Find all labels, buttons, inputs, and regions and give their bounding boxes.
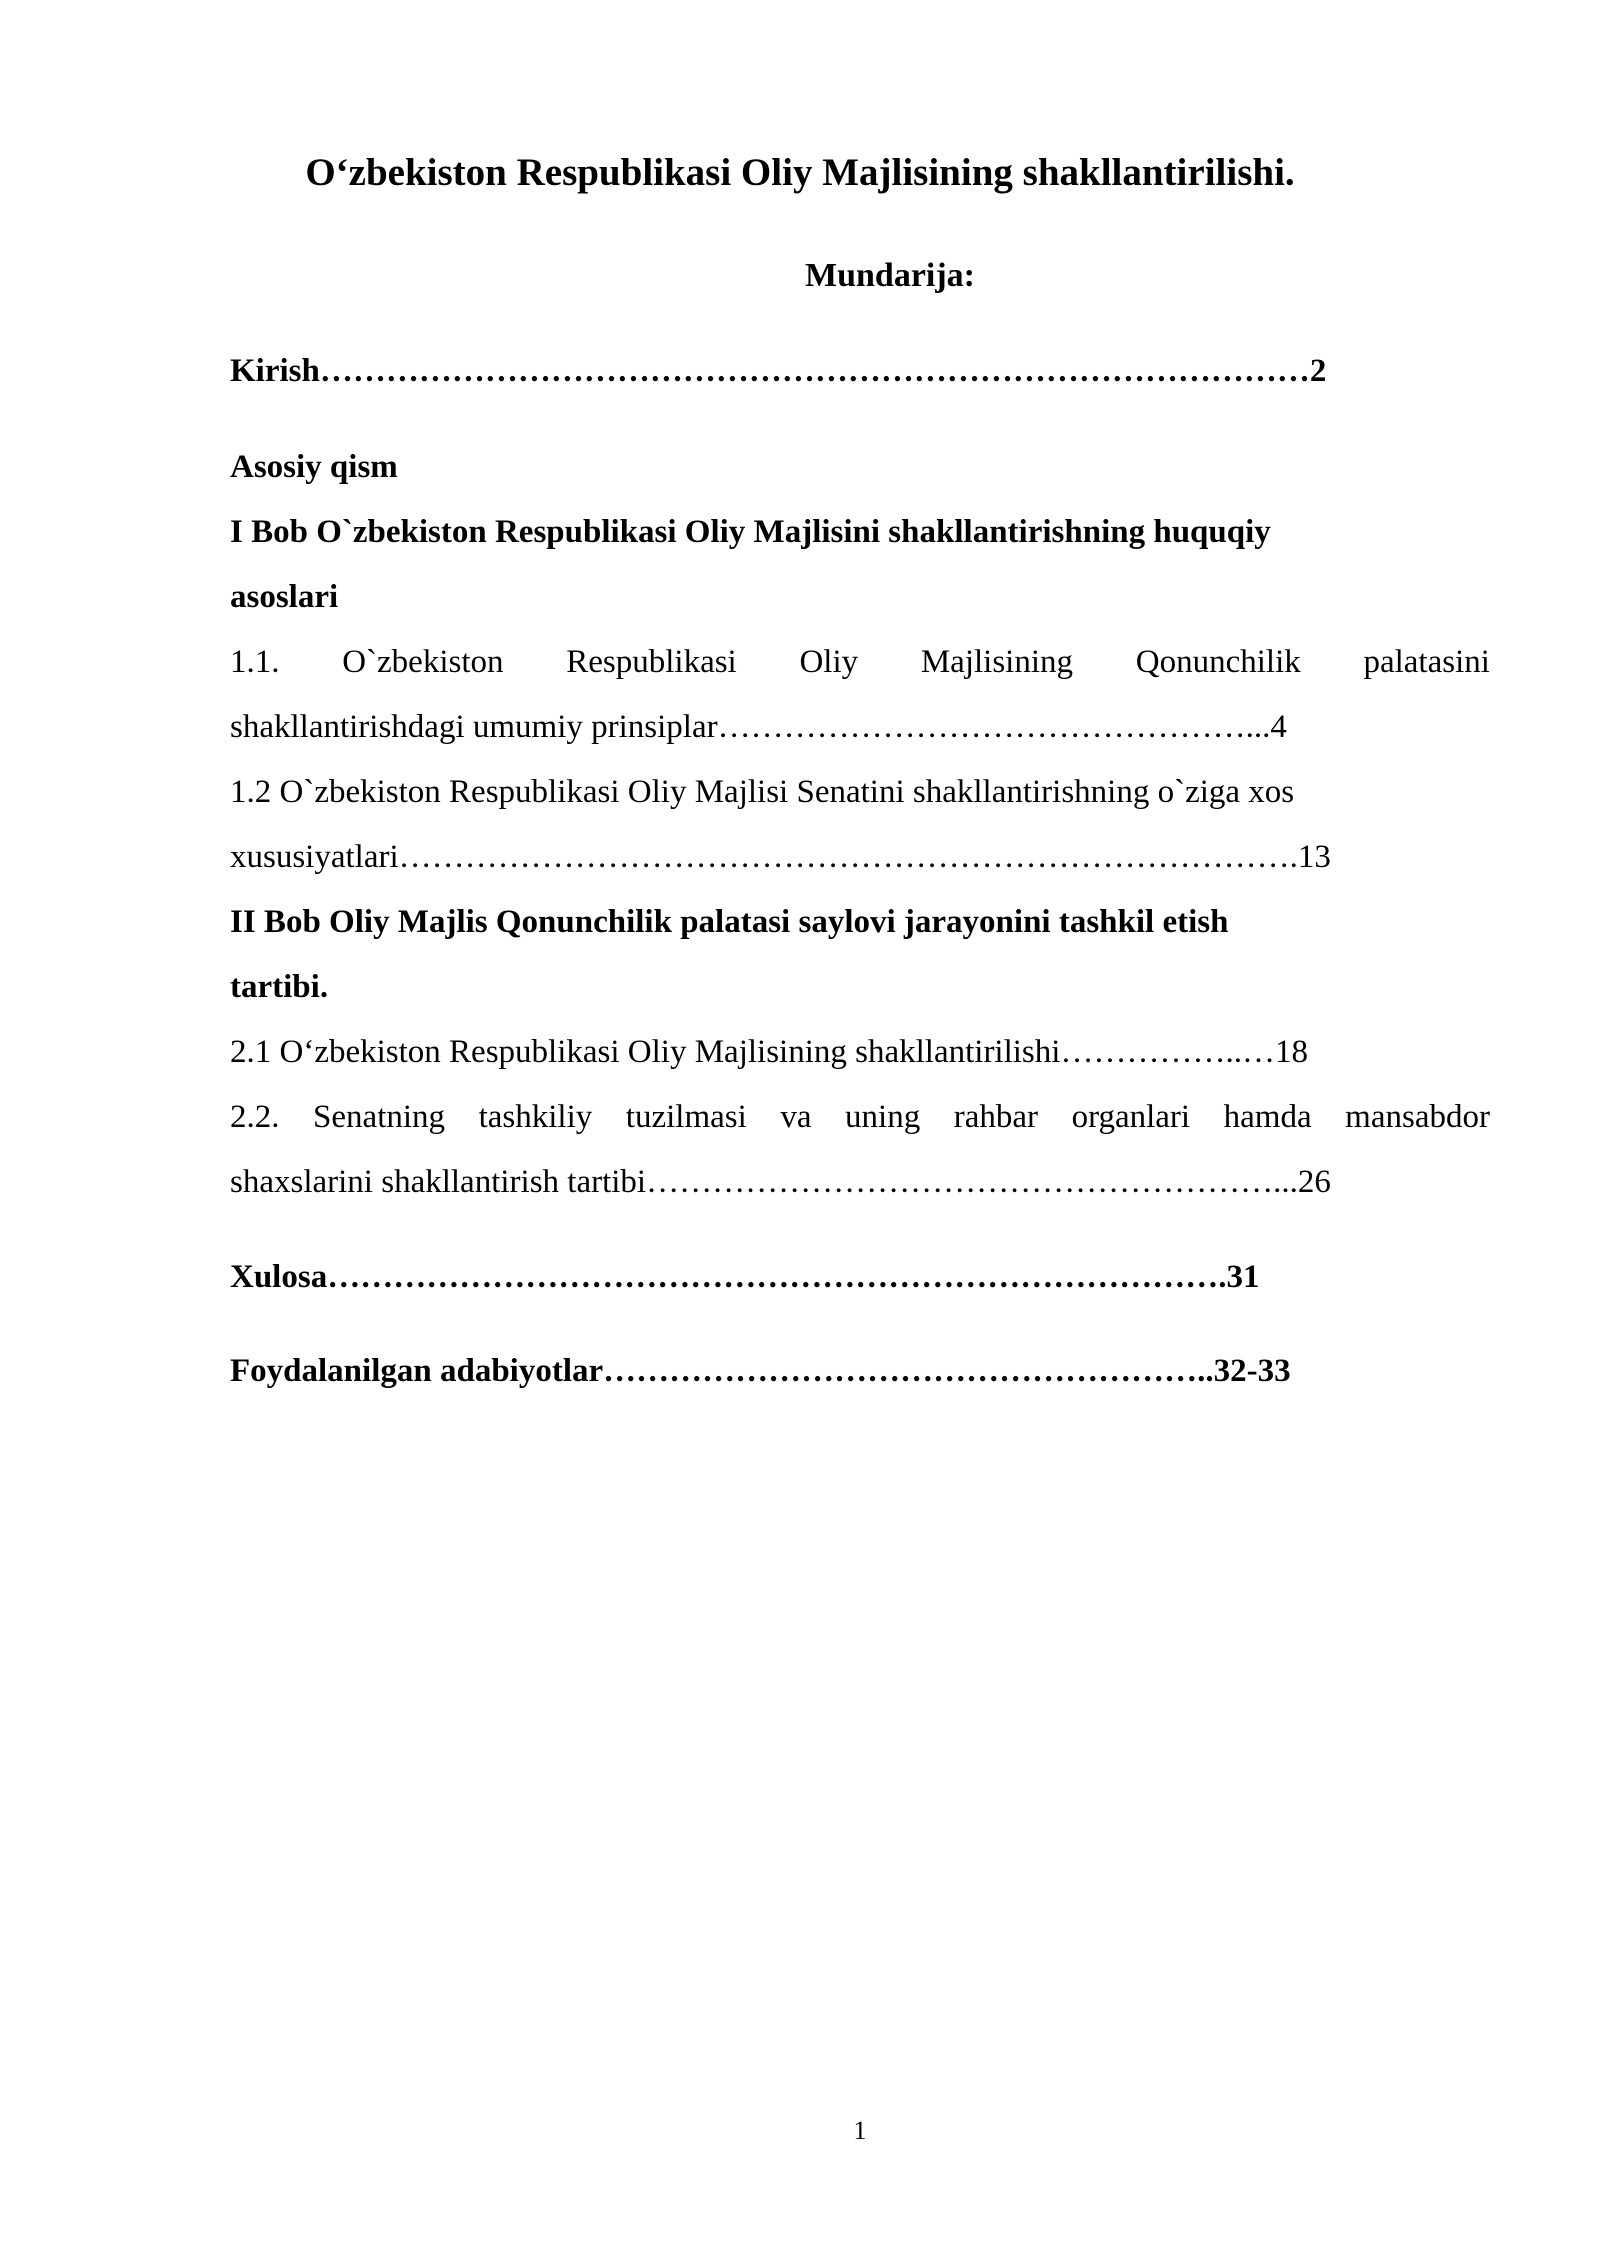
toc-chapter-1-title: I Bob O`zbekiston Respublikasi Oliy Majlisini shakllantirishning huquqiy (230, 514, 1271, 550)
toc-word: O`zbekiston (342, 644, 504, 680)
toc-word: Respublikasi (566, 644, 737, 680)
toc-word: tashkiliy (478, 1099, 593, 1135)
toc-word: rahbar (953, 1099, 1039, 1135)
toc-word: va (780, 1099, 812, 1135)
toc-word: hamda (1223, 1099, 1312, 1135)
toc-section-1-1-line-1 (230, 643, 1490, 683)
toc-word: 2.2. (230, 1099, 280, 1135)
toc-word: mansabdor (1345, 1099, 1490, 1135)
toc-word: palatasini (1363, 644, 1490, 680)
document-title: O‘zbekiston Respublikasi Oliy Majlisining shakllantirilishi. (305, 151, 1295, 194)
toc-word: tuzilmasi (625, 1099, 747, 1135)
toc-heading: Mundarija: (805, 257, 975, 294)
toc-word: uning (845, 1099, 921, 1135)
toc-section-1-2-line-1: 1.2 O`zbekiston Respublikasi Oliy Majlisi Senatini shakllantirishning o`ziga xos (230, 774, 1295, 810)
toc-main-part-heading: Asosiy qism (230, 449, 398, 485)
page-number: 1 (853, 2116, 867, 2145)
toc-word: Senatning (313, 1099, 446, 1135)
toc-word: Qonunchilik (1135, 644, 1301, 680)
toc-section-1-2-line-2: xususiyatlari……………………………………………………………………….13 (230, 839, 1331, 875)
toc-entry-references: Foydalanilgan adabiyotlar………………………………………………..32-33 (230, 1353, 1291, 1389)
toc-entry-conclusion: Xulosa……………………………………………………………………….31 (230, 1259, 1260, 1295)
toc-word: organlari (1071, 1099, 1191, 1135)
toc-section-2-1: 2.1 O‘zbekiston Respublikasi Oliy Majlisining shakllantirilishi……………..…18 (230, 1034, 1308, 1070)
toc-chapter-2-title-cont: tartibi. (230, 969, 329, 1005)
toc-word: 1.1. (230, 644, 280, 680)
toc-section-2-2-line-2: shaxslarini shakllantirish tartibi…………………………………………………...26 (230, 1164, 1331, 1200)
toc-chapter-1-title-cont: asoslari (230, 579, 339, 615)
toc-word: Oliy (799, 644, 859, 680)
toc-section-1-1-line-2: shakllantirishdagi umumiy prinsiplar…………………………………………...4 (230, 709, 1287, 745)
toc-entry-intro: Kirish………………………………………………………………………………2 (230, 353, 1327, 389)
toc-section-2-2-line-1 (230, 1098, 1490, 1138)
toc-chapter-2-title: II Bob Oliy Majlis Qonunchilik palatasi saylovi jarayonini tashkil etish (230, 904, 1229, 940)
toc-word: Majlisining (920, 644, 1074, 680)
